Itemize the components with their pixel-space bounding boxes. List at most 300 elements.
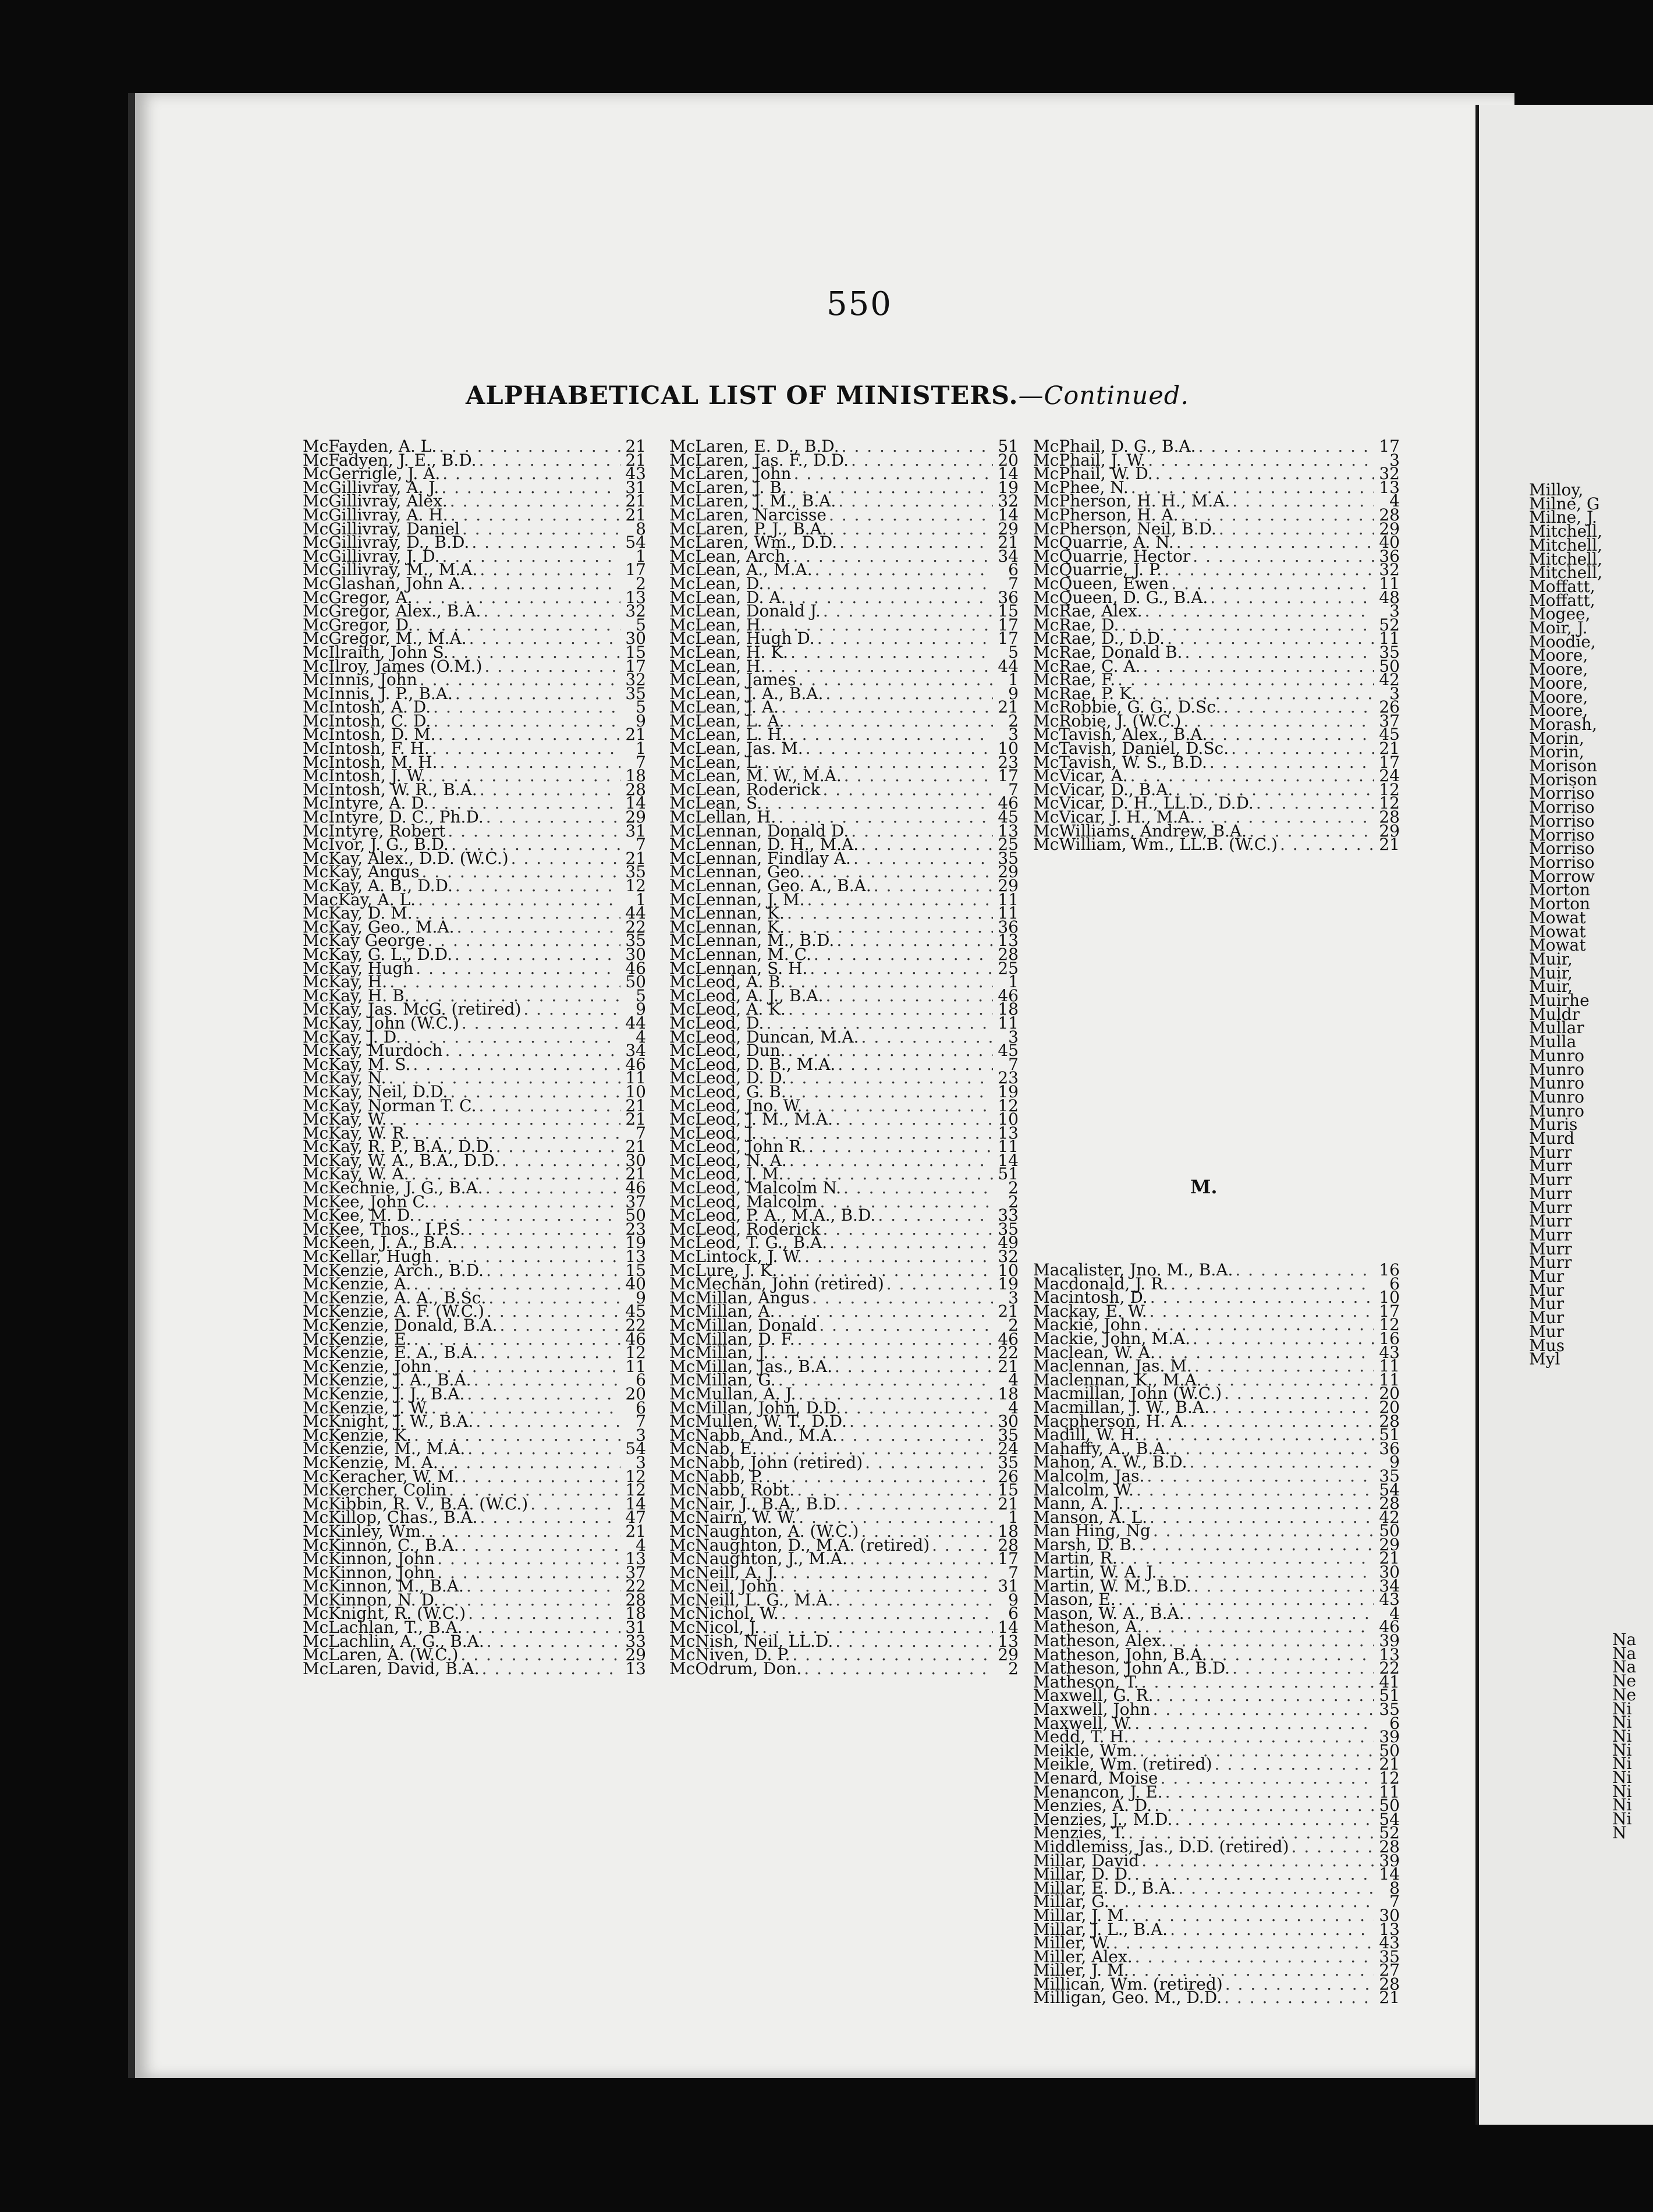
minister-name: McKay, Jas. McG. (retired) xyxy=(303,999,522,1019)
minister-name: McRae, C. A. xyxy=(1033,656,1141,676)
leader-dots xyxy=(484,1304,620,1318)
page-ref: 46 xyxy=(625,1054,646,1074)
leader-dots xyxy=(835,1058,993,1072)
minister-name: McTavish, W. S., B.D. xyxy=(1033,752,1207,772)
facing-entry: Mur xyxy=(1529,1308,1565,1328)
leader-dots xyxy=(1182,646,1374,660)
page-ref: 51 xyxy=(998,437,1019,456)
leader-dots xyxy=(1191,1579,1374,1593)
facing-entry: Murr xyxy=(1529,1183,1572,1203)
minister-name: McQuarrie, Hector xyxy=(1033,546,1191,566)
facing-entry: Mulla xyxy=(1529,1032,1577,1052)
leader-dots xyxy=(439,481,620,495)
minister-name: McNiven, D. P. xyxy=(669,1645,790,1665)
facing-entry: Muir, xyxy=(1529,949,1573,969)
page-ref: 39 xyxy=(1379,1727,1400,1747)
page-ref: 35 xyxy=(1379,642,1400,662)
minister-name: Miller, Alex. xyxy=(1033,1947,1133,1966)
leader-dots xyxy=(480,1662,620,1676)
page-ref: 22 xyxy=(1379,1658,1400,1678)
minister-name: McKercher, Colin xyxy=(303,1480,447,1500)
page-ref: 43 xyxy=(1379,1590,1400,1610)
minister-name: Mahon, A. W., B.D. xyxy=(1033,1452,1187,1472)
minister-name: McIlroy, James (O.M.) xyxy=(303,656,483,676)
minister-name: McRae, F. xyxy=(1033,670,1116,690)
page-ref: 32 xyxy=(998,1247,1019,1267)
page-ref: 45 xyxy=(625,1302,646,1321)
page-ref: 21 xyxy=(625,1096,646,1115)
minister-name: McLean, H. xyxy=(669,615,766,634)
page-ref: 29 xyxy=(998,862,1019,882)
minister-name: McTavish, Alex., B.A. xyxy=(1033,725,1208,745)
minister-name: McQuarrie, J. P. xyxy=(1033,560,1162,580)
minister-name: McLaren, David, B.A. xyxy=(303,1658,480,1678)
minister-name: McPhail, J. W. xyxy=(1033,450,1146,470)
leader-dots xyxy=(1154,1689,1374,1703)
facing-entry: Moir, J. xyxy=(1529,618,1588,638)
minister-name: Mason, E. xyxy=(1033,1590,1116,1610)
minister-name: McKay, John (W.C.) xyxy=(303,1013,459,1033)
minister-name: McKay, G. L., D.D. xyxy=(303,944,453,964)
page-ref: 18 xyxy=(625,1604,646,1623)
minister-name: McNaughton, D., M.A. (retired) xyxy=(669,1535,930,1555)
minister-name: McMullen, W. T., D.D. xyxy=(669,1412,847,1431)
leader-dots xyxy=(1137,1538,1374,1552)
minister-name: McLennan, D. H., M.A. xyxy=(669,835,859,855)
page-ref: 14 xyxy=(1379,1864,1400,1884)
page-ref: 43 xyxy=(1379,1933,1400,1953)
leader-dots xyxy=(1147,1304,1374,1318)
leader-dots xyxy=(1139,1675,1374,1689)
leader-dots xyxy=(430,1195,620,1209)
leader-dots xyxy=(448,508,620,522)
page-ref: 21 xyxy=(1379,1988,1400,2008)
page-ref: 51 xyxy=(1379,1425,1400,1445)
leader-dots xyxy=(521,1002,620,1016)
minister-name: McLeod, J. M. xyxy=(669,1164,784,1184)
page-ref: 9 xyxy=(636,711,646,731)
page-ref: 12 xyxy=(998,1096,1019,1115)
page-ref: 5 xyxy=(636,986,646,1005)
minister-name: McLennan, K. xyxy=(669,903,785,923)
minister-name: McGillivray, Alex. xyxy=(303,491,448,511)
minister-name: McPherson, H. A. xyxy=(1033,505,1179,524)
minister-name: McKinnon, John xyxy=(303,1562,435,1582)
minister-name: McLeod, D. B., M.A. xyxy=(669,1054,836,1074)
leader-dots xyxy=(821,604,993,618)
page-ref: 21 xyxy=(998,533,1019,552)
page-ref: 35 xyxy=(998,1452,1019,1472)
facing-entry: Mur xyxy=(1529,1267,1565,1286)
page-ref: 3 xyxy=(636,1425,646,1445)
page-ref: 14 xyxy=(625,793,646,813)
leader-dots xyxy=(455,920,620,934)
page-ref: 44 xyxy=(625,1013,646,1033)
page-ref: 15 xyxy=(625,642,646,662)
leader-dots xyxy=(796,673,993,687)
minister-name: McLeod, Jno. W. xyxy=(669,1096,803,1115)
leader-dots xyxy=(785,714,993,728)
page-ref: 8 xyxy=(636,519,646,538)
page-ref: 28 xyxy=(625,779,646,799)
page-ref: 12 xyxy=(1379,793,1400,813)
page-ref: 3 xyxy=(1389,450,1400,470)
minister-name: McPherson, Neil, B.D. xyxy=(1033,519,1216,538)
leader-dots xyxy=(811,948,993,962)
minister-name: McKay, Hugh xyxy=(303,958,414,978)
page-ref: 1 xyxy=(636,739,646,758)
page-ref: 29 xyxy=(998,876,1019,895)
facing-entry: Moore, xyxy=(1529,673,1588,693)
page-ref: 36 xyxy=(998,587,1019,607)
section-letter-m: M. xyxy=(1190,1176,1218,1198)
leader-dots xyxy=(806,1140,993,1154)
page-ref: 51 xyxy=(1379,1686,1400,1706)
leader-dots xyxy=(1201,1373,1374,1387)
facing-entry: Na xyxy=(1612,1630,1637,1649)
page-ref: 31 xyxy=(625,1618,646,1637)
minister-name: Man Hing, Ng xyxy=(1033,1521,1151,1541)
minister-name: McLennan, Geo. A., B.A. xyxy=(669,876,871,895)
minister-name: McInnis, J. P., B.A. xyxy=(303,683,453,703)
minister-name: Martin, W. M., B.D. xyxy=(1033,1576,1191,1596)
leader-dots xyxy=(820,783,993,797)
minister-name: Millar, David xyxy=(1033,1851,1140,1870)
leader-dots xyxy=(416,893,620,907)
minister-name: McKay, M. S. xyxy=(303,1054,411,1074)
minister-name: McNeill, L. G., M.A. xyxy=(669,1590,833,1610)
leader-dots xyxy=(1187,1415,1374,1428)
page-ref: 35 xyxy=(998,1219,1019,1239)
page-ref: 13 xyxy=(625,587,646,607)
minister-name: McVicar, A. xyxy=(1033,766,1128,786)
facing-entry: Moore, xyxy=(1529,646,1588,665)
page-ref: 17 xyxy=(998,629,1019,648)
minister-name: McLeod, Malcolm N. xyxy=(669,1178,841,1198)
page-ref: 49 xyxy=(998,1233,1019,1253)
leader-dots xyxy=(1139,1854,1374,1868)
page-ref: 54 xyxy=(1379,1809,1400,1829)
leader-dots xyxy=(460,522,620,536)
minister-name: Middlemiss, Jas., D.D. (retired) xyxy=(1033,1837,1289,1856)
minister-name: McNaughton, J., M.A. xyxy=(669,1549,847,1569)
page-ref: 31 xyxy=(625,821,646,841)
leader-dots xyxy=(528,1497,620,1511)
facing-entry: Mowat xyxy=(1529,908,1586,927)
minister-name: McInnis, John xyxy=(303,670,417,690)
leader-dots xyxy=(930,1539,993,1552)
minister-name: McGregor, A. xyxy=(303,587,413,607)
facing-entry: Moodie, xyxy=(1529,632,1596,651)
list-entry xyxy=(303,1658,646,1678)
page-ref: 35 xyxy=(1379,1700,1400,1719)
minister-name: McLeod, T. G., B.A. xyxy=(669,1233,828,1253)
page-ref: 34 xyxy=(1379,1576,1400,1596)
facing-entry: Mur xyxy=(1529,1294,1565,1314)
page-ref: 21 xyxy=(998,1356,1019,1376)
leader-dots xyxy=(849,824,993,838)
facing-entry: N xyxy=(1612,1823,1627,1842)
page-ref: 11 xyxy=(998,889,1019,909)
page-ref: 21 xyxy=(998,697,1019,717)
page-ref: 15 xyxy=(998,601,1019,621)
minister-name: McLeod, Malcolm xyxy=(669,1192,818,1211)
leader-dots xyxy=(841,1181,993,1195)
leader-dots xyxy=(1123,1497,1374,1511)
minister-name: McIlraith, John S. xyxy=(303,642,449,662)
minister-name: Manson, A. L. xyxy=(1033,1507,1147,1527)
minister-name: McKenzie, M., M.A. xyxy=(303,1439,466,1459)
page-ref: 12 xyxy=(625,1480,646,1500)
leader-dots xyxy=(1190,550,1374,563)
leader-dots xyxy=(1170,1442,1374,1456)
leader-dots xyxy=(1132,1717,1374,1731)
minister-name: McRae, Donald B. xyxy=(1033,642,1183,662)
page-ref: 21 xyxy=(625,1521,646,1541)
facing-entry: Muir, xyxy=(1529,977,1573,997)
minister-name: McGregor, M., M.A. xyxy=(303,629,467,648)
minister-name: Meikle, Wm. (retired) xyxy=(1033,1754,1212,1774)
leader-dots xyxy=(438,756,620,770)
facing-entry: Moffatt, xyxy=(1529,590,1595,610)
page-ref: 19 xyxy=(998,477,1019,497)
page-ref: 26 xyxy=(1379,697,1400,717)
page-ref: 11 xyxy=(625,1068,646,1088)
facing-entry: Muir, xyxy=(1529,963,1573,983)
page-ref: 15 xyxy=(625,1260,646,1280)
minister-name: McKay, Alex., D.D. (W.C.) xyxy=(303,848,509,868)
page-ref: 22 xyxy=(625,1316,646,1335)
leader-dots xyxy=(473,1415,620,1428)
minister-name: McLennan, S. H. xyxy=(669,958,808,978)
page-ref: 35 xyxy=(625,683,646,703)
leader-dots xyxy=(1141,660,1375,673)
page-ref: 3 xyxy=(1008,1288,1019,1307)
minister-name: Matheson, John A., B.D. xyxy=(1033,1658,1230,1678)
minister-name: McMillan, Donald xyxy=(669,1316,817,1335)
page-ref: 7 xyxy=(1008,1054,1019,1074)
minister-name: Mackie, John, M.A. xyxy=(1033,1328,1190,1348)
facing-entry: Mitchell, xyxy=(1529,535,1602,555)
leader-dots xyxy=(464,1579,620,1593)
page-ref: 29 xyxy=(625,807,646,827)
minister-name: Millar, J. L., B.A. xyxy=(1033,1919,1168,1939)
leader-dots xyxy=(762,796,993,810)
page-ref: 1 xyxy=(636,889,646,909)
page-ref: 13 xyxy=(1379,1919,1400,1939)
facing-entry: Ni xyxy=(1612,1809,1632,1829)
page-ref: 21 xyxy=(625,450,646,470)
list-entry xyxy=(1033,1988,1400,2008)
leader-dots xyxy=(1254,796,1374,810)
page-ref: 28 xyxy=(1379,1494,1400,1513)
leader-dots xyxy=(1142,1620,1374,1634)
minister-name: McKnight, R. (W.C.) xyxy=(303,1604,466,1623)
leader-dots xyxy=(871,879,993,893)
facing-entry: Murr xyxy=(1529,1225,1572,1245)
leader-dots xyxy=(477,453,620,467)
leader-dots xyxy=(1144,1469,1374,1483)
leader-dots xyxy=(847,1415,993,1428)
minister-name: McKinnon, John xyxy=(303,1549,435,1569)
minister-name: McLean, H. xyxy=(669,656,766,676)
leader-dots xyxy=(1209,1401,1374,1415)
minister-name: McKay, W. A., B.A., D.D. xyxy=(303,1150,499,1170)
page-ref: 46 xyxy=(625,1329,646,1349)
leader-dots xyxy=(778,1566,993,1580)
facing-entry: Mowat xyxy=(1529,935,1586,955)
leader-dots xyxy=(1192,1359,1374,1373)
leader-dots xyxy=(833,1112,993,1126)
page-ref: 35 xyxy=(625,931,646,951)
page-ref: 20 xyxy=(998,450,1019,470)
minister-name: McLaren, A. (W.C.) xyxy=(303,1645,459,1665)
minister-name: McKenzie, John xyxy=(303,1356,432,1376)
minister-name: McMillan, D. F. xyxy=(669,1329,795,1349)
minister-name: McGlashan, John A. xyxy=(303,573,466,593)
leader-dots xyxy=(458,1648,620,1662)
minister-name: McFayden, A. L. xyxy=(303,437,437,456)
leader-dots xyxy=(787,1071,993,1085)
minister-name: McNeill, A. J. xyxy=(669,1562,778,1582)
page-ref: 34 xyxy=(625,1041,646,1061)
minister-name: Madill, W. H. xyxy=(1033,1425,1140,1445)
minister-name: McLeod, D. D. xyxy=(669,1068,787,1088)
leader-dots xyxy=(833,1635,993,1649)
page-ref: 13 xyxy=(998,821,1019,841)
page-ref: 10 xyxy=(1379,1288,1400,1307)
page-ref: 50 xyxy=(1379,1740,1400,1760)
minister-name: McLennan, M. C. xyxy=(669,944,811,964)
page-ref: 18 xyxy=(998,1521,1019,1541)
page-ref: 28 xyxy=(1379,1411,1400,1431)
minister-name: McLure, J. K. xyxy=(669,1260,778,1280)
page-ref: 19 xyxy=(625,1233,646,1253)
page-ref: 6 xyxy=(1008,560,1019,580)
page-ref: 22 xyxy=(998,1343,1019,1363)
leader-dots xyxy=(1165,632,1374,646)
leader-dots xyxy=(1147,1511,1374,1525)
leader-dots xyxy=(1289,1840,1374,1854)
page-ref: 17 xyxy=(625,656,646,676)
page-ref: 4 xyxy=(1389,491,1400,511)
minister-name: McVicar, J. H., M.A. xyxy=(1033,807,1196,827)
leader-dots xyxy=(463,1621,620,1635)
leader-dots xyxy=(802,1250,993,1264)
leader-dots xyxy=(465,577,620,591)
leader-dots xyxy=(1111,1936,1374,1950)
minister-name: McLean, J. A. xyxy=(669,697,779,717)
facing-entry: Morriso xyxy=(1529,797,1595,817)
page-ref: 8 xyxy=(1389,1878,1400,1898)
minister-name: Menzies, J., M.D. xyxy=(1033,1809,1173,1829)
minister-name: McLennan, Geo. xyxy=(669,862,805,882)
facing-entry: Morriso xyxy=(1529,852,1595,872)
page-ref: 48 xyxy=(1379,587,1400,607)
leader-dots xyxy=(836,494,993,508)
leader-dots xyxy=(1168,1277,1374,1291)
minister-name: McKechnie, J. G., B.A. xyxy=(303,1178,483,1198)
page-ref: 2 xyxy=(1008,711,1019,731)
facing-column-a xyxy=(1529,480,1602,1369)
page-ref: 51 xyxy=(998,1164,1019,1184)
facing-entry: Milne, G xyxy=(1529,494,1600,513)
minister-name: McKenzie, J. A., B.A. xyxy=(303,1370,471,1390)
leader-dots xyxy=(439,1593,620,1607)
page-ref: 31 xyxy=(998,1576,1019,1596)
leader-dots xyxy=(1207,756,1374,770)
page-ref: 9 xyxy=(1389,1452,1400,1472)
page-ref: 24 xyxy=(998,1439,1019,1459)
page-ref: 4 xyxy=(1008,1370,1019,1390)
page-ref: 21 xyxy=(1379,1548,1400,1568)
page-ref: 11 xyxy=(625,1356,646,1376)
leader-dots xyxy=(859,1030,993,1044)
facing-entry: Mitchell, xyxy=(1529,522,1602,541)
page-ref: 14 xyxy=(998,505,1019,524)
minister-name: McLachlin, A. G., B.A. xyxy=(303,1631,484,1651)
leader-dots xyxy=(884,1277,993,1291)
page-ref: 7 xyxy=(1008,779,1019,799)
minister-name: McKay, Neil, D.D. xyxy=(303,1082,448,1101)
leader-dots xyxy=(442,1044,620,1058)
list-entry xyxy=(669,1658,1019,1678)
page-ref: 22 xyxy=(625,1576,646,1596)
minister-name: McKay, Murdoch xyxy=(303,1041,443,1061)
minister-name: McNaughton, A. (W.C.) xyxy=(669,1521,859,1541)
leader-dots xyxy=(1162,563,1374,577)
facing-entry: Moore, xyxy=(1529,701,1588,721)
minister-name: McKinley, Wm. xyxy=(303,1521,426,1541)
minister-name: Milligan, Geo. M., D.D. xyxy=(1033,1988,1222,2008)
minister-name: McKenzie, A. A., B.Sc. xyxy=(303,1288,487,1307)
minister-name: McKellar, Hugh xyxy=(303,1247,432,1267)
minister-name: Matheson, T. xyxy=(1033,1672,1139,1692)
leader-dots xyxy=(810,1291,993,1305)
minister-name: McKinnon, M., B.A. xyxy=(303,1576,464,1596)
minister-name: McIntyre, A. D. xyxy=(303,793,429,813)
leader-dots xyxy=(1176,1881,1374,1895)
minister-name: McKay, N. xyxy=(303,1068,386,1088)
page-heading xyxy=(466,381,1189,410)
page-ref: 21 xyxy=(625,491,646,511)
page-ref: 7 xyxy=(636,835,646,855)
page-ref: 13 xyxy=(998,931,1019,951)
minister-name: McMillan, Jas., B.A. xyxy=(669,1356,832,1376)
leader-dots xyxy=(478,1346,620,1360)
page-ref: 25 xyxy=(998,958,1019,978)
page-ref: 35 xyxy=(1379,1466,1400,1486)
page-ref: 6 xyxy=(1389,1713,1400,1733)
leader-dots xyxy=(1109,1895,1374,1909)
minister-name: McGillivray, D., B.D. xyxy=(303,533,470,552)
page-ref: 21 xyxy=(1379,1754,1400,1774)
leader-dots xyxy=(413,962,620,976)
minister-name: McLaren, P. J., B.A. xyxy=(669,519,827,538)
page-ref: 13 xyxy=(1379,477,1400,497)
minister-name: McLean, Donald J. xyxy=(669,601,821,621)
minister-name: Maclennan, Jas. M. xyxy=(1033,1356,1192,1376)
leader-dots xyxy=(477,783,620,797)
page-ref: 11 xyxy=(998,1013,1019,1033)
minister-name: McKay, Norman T. C. xyxy=(303,1096,477,1115)
minister-name: Matheson, A. xyxy=(1033,1617,1143,1637)
page-ref: 32 xyxy=(998,491,1019,511)
page-ref: 11 xyxy=(1379,1370,1400,1389)
minister-name: Mann, A. J. xyxy=(1033,1494,1124,1513)
leader-dots xyxy=(1208,591,1374,605)
leader-dots xyxy=(1207,728,1374,742)
